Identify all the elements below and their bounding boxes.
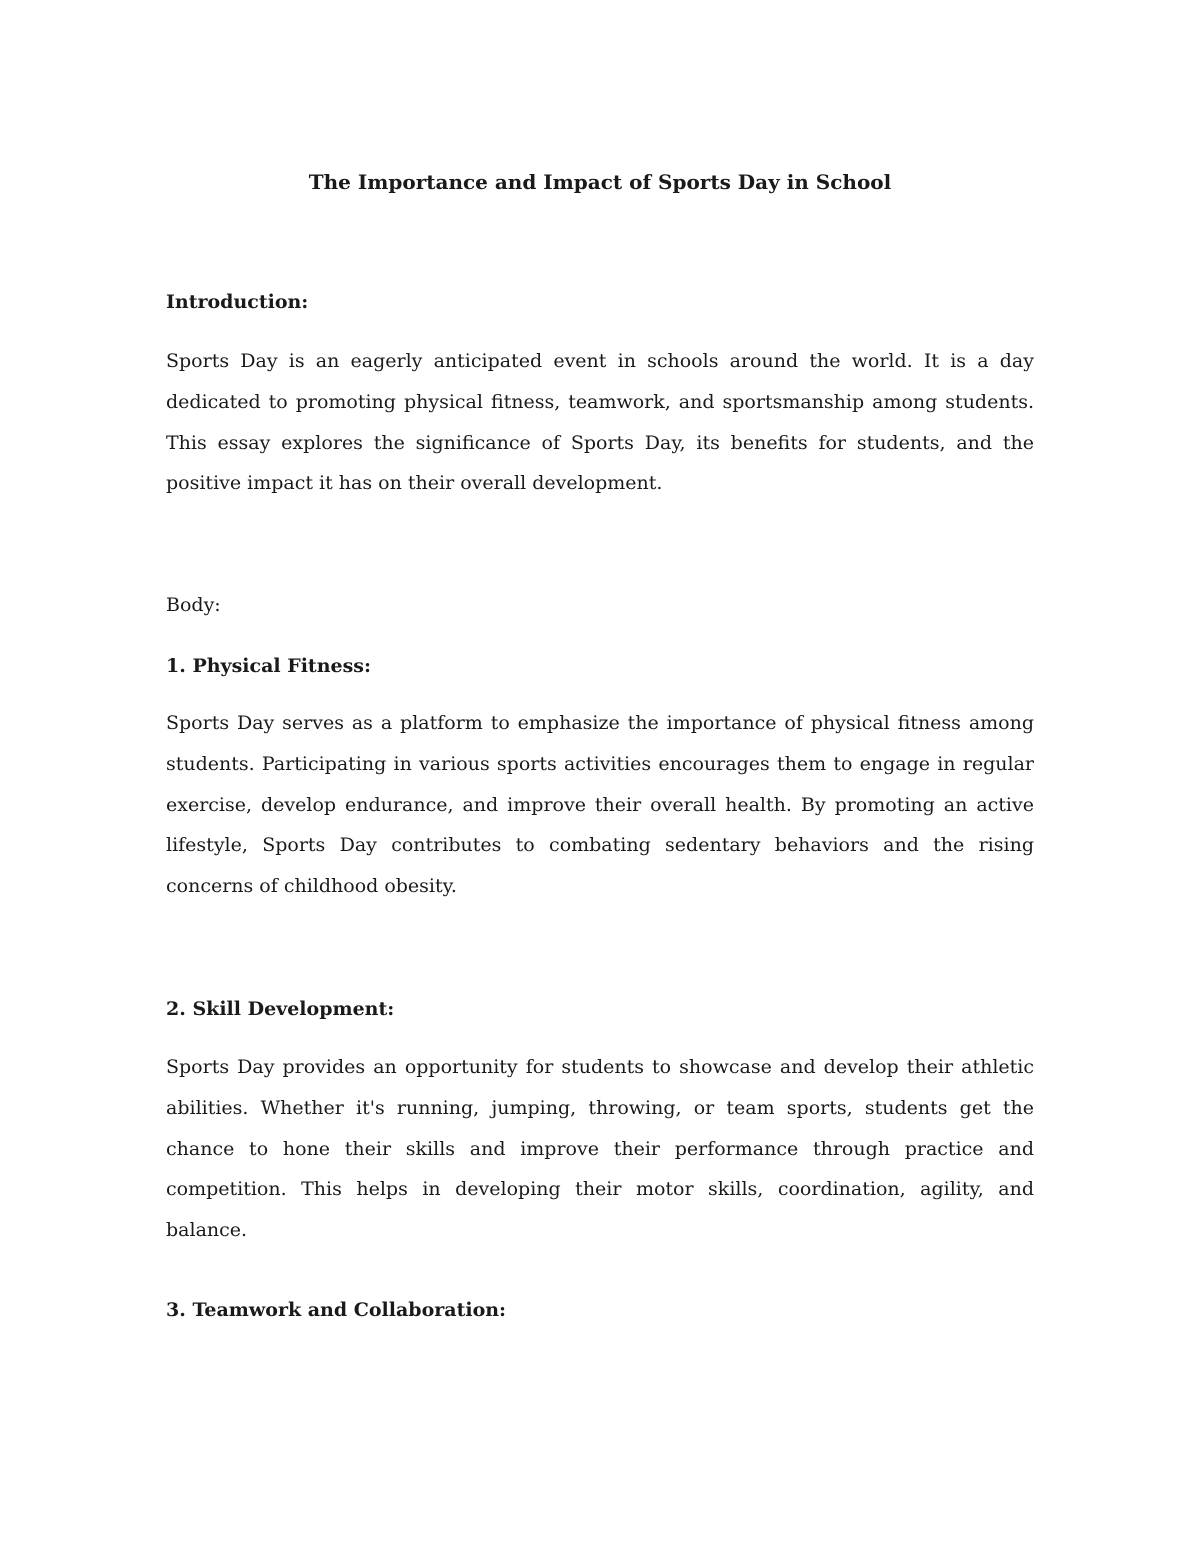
section-heading-teamwork: 3. Teamwork and Collaboration: (166, 1299, 507, 1321)
section-heading-body: Body: (166, 594, 221, 616)
document-title: The Importance and Impact of Sports Day in School (308, 170, 892, 194)
section-heading-skill-development: 2. Skill Development: (166, 998, 395, 1020)
paragraph-introduction: Sports Day is an eagerly anticipated event in schools around the world. It is a day dedicated to promoting physical fitness, teamwork, and sportsmanship among students. This essay explores the significance of Sports Day, its benefits for students, and the positive impact it has on their overall development. (166, 350, 1034, 495)
paragraph-physical-fitness: Sports Day serves as a platform to emphasize the importance of physical fitness among students. Participating in various sports activities encourages them to engage in regular exercise, develop endurance, and improve their overall health. By promoting an active lifestyle, Sports Day contributes to combating sedentary behaviors and the rising concerns of childhood obesity. (166, 712, 1034, 898)
section-heading-introduction: Introduction: (166, 291, 309, 313)
paragraph-skill-development: Sports Day provides an opportunity for students to showcase and develop their athletic abilities. Whether it's running, jumping, throwing, or team sports, students get the chance to hone their skills and improve their performance through practice and competition. This helps in developing their motor skills, coordination, agility, and balance. (166, 1056, 1034, 1242)
section-heading-physical-fitness: 1. Physical Fitness: (166, 655, 372, 677)
